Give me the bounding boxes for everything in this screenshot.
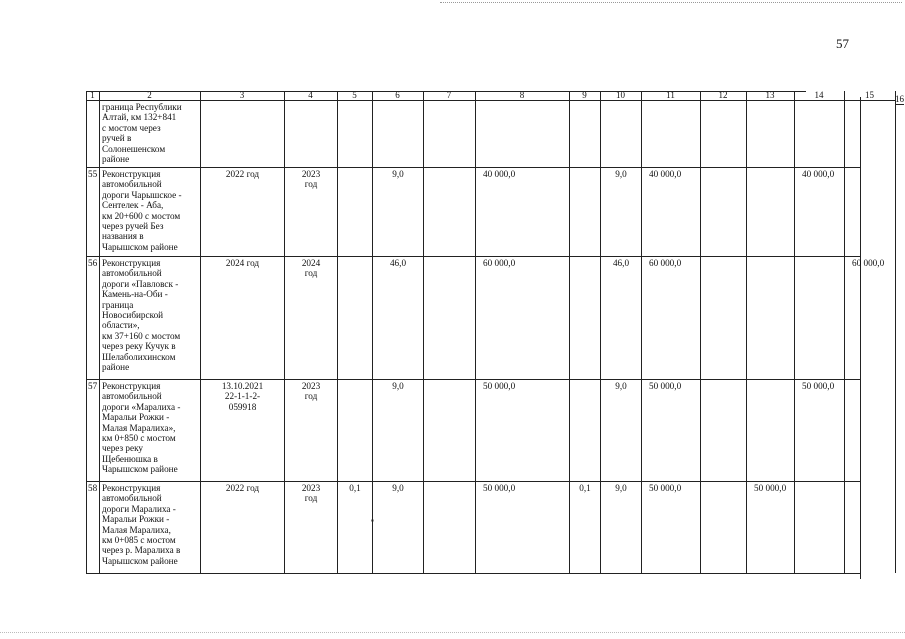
- scan-edge-line: [440, 2, 902, 3]
- header-cell-5: 5: [337, 91, 372, 101]
- column-rule: [895, 91, 896, 573]
- header-cell-9: 9: [569, 91, 600, 101]
- row-rule: [86, 91, 806, 92]
- table-cell-r3-c11: 60 000,0: [649, 258, 682, 268]
- table-cell-r4-c8: 50 000,0: [483, 381, 516, 391]
- table-cell-r5-c3: 2022 год: [225, 483, 260, 493]
- column-rule: [700, 91, 701, 573]
- data-table: [86, 90, 904, 579]
- column-rule: [423, 91, 424, 573]
- row-rule: [86, 379, 860, 380]
- header-cell-10: 10: [600, 91, 641, 101]
- table-cell-r4-c14: 50 000,0: [802, 381, 835, 391]
- column-rule: [86, 91, 87, 573]
- table-cell-r3-c6: 46,0: [389, 258, 407, 268]
- table-cell-r5-c2: Реконструкция автомобильной дороги Маралиха - Маральи Рожки - Малая Маралиха, км 0+085 с мостом через р. Маралиха в Чарышском районе: [102, 483, 181, 566]
- column-rule: [284, 91, 285, 573]
- table-cell-r3-c1: 56: [88, 258, 98, 268]
- table-cell-r4-c3: 13.10.2021 22-1-1-2- 059918: [221, 381, 264, 412]
- table-cell-r5-c13: 50 000,0: [754, 483, 787, 493]
- table-cell-r2-c4: 2023 год: [301, 169, 321, 190]
- table-cell-r5-c6: 9,0: [392, 483, 404, 493]
- header-cell-15: 15: [844, 91, 895, 101]
- header-cell-14: 14: [794, 91, 844, 101]
- header-cell-11: 11: [641, 91, 700, 101]
- table-cell-r3-c4: 2024 год: [301, 258, 321, 279]
- row-rule: [86, 573, 860, 574]
- page-number: 57: [836, 36, 849, 51]
- header-cell-4: 4: [284, 91, 337, 101]
- table-cell-r2-c3: 2022 год: [225, 169, 260, 179]
- header-cell-3: 3: [200, 91, 284, 101]
- table-cell-r1-c2: граница Республики Алтай, км 132+841 с мостом через ручей в Солонешенском районе: [102, 102, 182, 165]
- table-cell-r3-c8: 60 000,0: [483, 258, 516, 268]
- column-rule: [200, 91, 201, 573]
- table-cell-r4-c11: 50 000,0: [649, 381, 682, 391]
- table-cell-r5-c11: 50 000,0: [649, 483, 682, 493]
- table-cell-r5-c5: 0,1: [349, 483, 361, 493]
- row-rule: [86, 100, 860, 101]
- table-cell-r2-c6: 9,0: [392, 169, 404, 179]
- header-cell-2: 2: [99, 91, 200, 101]
- table-cell-r2-c11: 40 000,0: [649, 169, 682, 179]
- table-cell-r5-c10: 9,0: [615, 483, 627, 493]
- table-cell-r3-c10: 46,0: [612, 258, 630, 268]
- table-cell-r5-c9: 0,1: [579, 483, 591, 493]
- header-cell-12: 12: [700, 91, 746, 101]
- table-cell-r5-c8: 50 000,0: [483, 483, 516, 493]
- column-rule: [600, 91, 601, 573]
- table-cell-r5-c1: 58: [88, 483, 98, 493]
- column-rule: [746, 91, 747, 573]
- header-cell-8: 8: [475, 91, 569, 101]
- column-rule: [641, 91, 642, 573]
- column-rule: [569, 91, 570, 573]
- column-rule: [372, 91, 373, 573]
- table-cell-r2-c1: 55: [88, 169, 98, 179]
- table-cell-r4-c4: 2023 год: [301, 381, 321, 402]
- column-rule: [860, 97, 861, 579]
- scan-speck: ▪: [371, 516, 374, 525]
- row-rule: [86, 256, 860, 257]
- header-cell-1: 1: [86, 91, 99, 101]
- table-cell-r4-c10: 9,0: [615, 381, 627, 391]
- row-rule: [86, 167, 860, 168]
- row-rule: [86, 481, 860, 482]
- table-cell-r3-c15: 60 000,0: [852, 258, 885, 268]
- table-cell-r2-c10: 9,0: [615, 169, 627, 179]
- header-cell-16: 16: [895, 94, 904, 104]
- header-cell-13: 13: [746, 91, 794, 101]
- table-cell-r4-c6: 9,0: [392, 381, 404, 391]
- column-rule: [475, 91, 476, 573]
- table-cell-r2-c2: Реконструкция автомобильной дороги Чарышское - Сентелек - Аба, км 20+600 с мостом через ручей Без названия в Чарышском районе: [102, 169, 182, 252]
- column-rule: [794, 91, 795, 573]
- header-cell-7: 7: [423, 91, 475, 101]
- table-cell-r2-c14: 40 000,0: [802, 169, 835, 179]
- table-cell-r5-c4: 2023 год: [301, 483, 321, 504]
- scan-bottom-edge: [0, 632, 905, 633]
- column-rule: [337, 91, 338, 573]
- column-rule: [844, 91, 845, 573]
- table-cell-r3-c3: 2024 год: [225, 258, 260, 268]
- table-cell-r4-c2: Реконструкция автомобильной дороги «Маралиха - Маральи Рожки - Малая Маралиха», км 0+850 с мостом через реку Щебенюшка в Чарышском районе: [102, 381, 181, 475]
- table-cell-r3-c2: Реконструкция автомобильной дороги «Павловск - Камень-на-Оби - граница Новосибирской области», км 37+160 с мостом через реку Кучук в Шелаболихинском районе: [102, 258, 181, 373]
- table-cell-r4-c1: 57: [88, 381, 98, 391]
- table-cell-r2-c8: 40 000,0: [483, 169, 516, 179]
- header-cell-6: 6: [372, 91, 423, 101]
- column-rule: [99, 91, 100, 573]
